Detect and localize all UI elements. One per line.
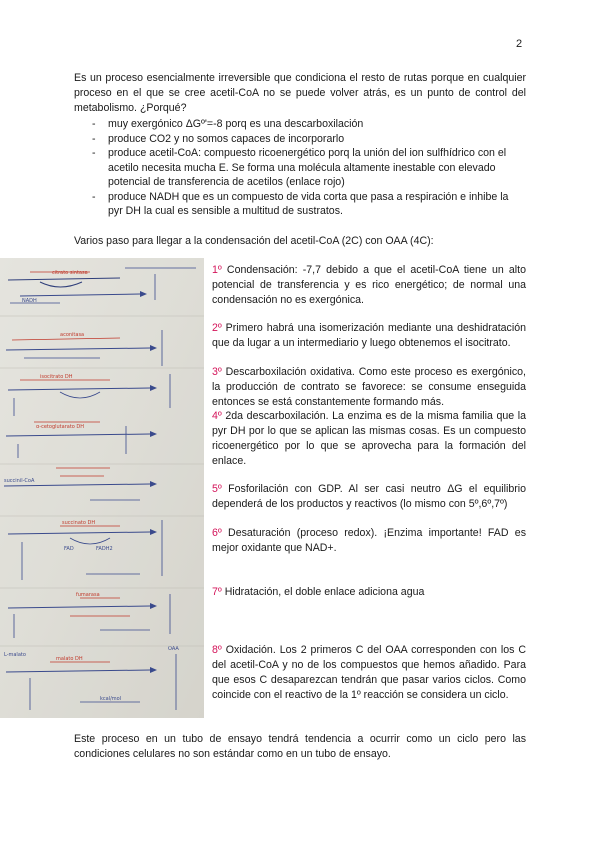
figure-label: L-malato — [4, 652, 26, 658]
figure-label: citrato sintasa — [52, 270, 88, 276]
intro-paragraph: Es un proceso esencialmente irreversible que condiciona el resto de rutas porque en cualquier proceso en el que se cree acetil-CoA no se puede volver atrás, es un punto de control del metabolismo. ¿Porqué? — [74, 72, 526, 114]
list-item: - produce CO2 y no somos capaces de incorporarlo — [92, 132, 526, 147]
figure-label: kcal/mol — [100, 696, 122, 702]
figure-label: aconitasa — [60, 332, 85, 338]
step-4 — [212, 409, 526, 469]
steps-intro: Varios paso para llegar a la condensación del acetil-CoA (2C) con OAA (4C): — [74, 235, 434, 247]
reasons-list — [92, 117, 526, 219]
page-number: 2 — [516, 38, 523, 50]
step-2 — [212, 321, 526, 351]
step-text: 2da descarboxilación. La enzima es de la misma familia que la pyr DH por lo que se aplican las mismas cosas. Es un compuesto ricoenergético por lo que se aprovecha para la formación del enlace. — [212, 410, 526, 467]
handwritten-notes-image — [0, 258, 204, 718]
figure-label: fumarasa — [76, 592, 100, 598]
step-number: 2º — [212, 322, 222, 334]
step-text: Hidratación, el doble enlace adiciona agua — [221, 586, 425, 598]
step-6 — [212, 526, 526, 556]
step-number: 6º — [212, 527, 222, 539]
step-number: 7º — [212, 586, 222, 598]
figure-label: FAD — [64, 546, 74, 552]
step-text: Descarboxilación oxidativa. Como este proceso es exergónico, la producción de contrato se favorece: se consume enseguida entonces se está constantemente formando más. — [212, 366, 526, 408]
step-text: Desaturación (proceso redox). ¡Enzima importante! FAD es mejor oxidante que NAD+. — [212, 527, 526, 554]
step-1 — [212, 263, 526, 308]
step-3 — [212, 365, 526, 410]
step-number: 1º — [212, 264, 222, 276]
step-text: Condensación: -7,7 debido a que el acetil-CoA tiene un alto potencial de transferencia y es rico energético; de normal una condensación no es exergónica. — [212, 264, 526, 306]
step-8 — [212, 643, 526, 703]
figure-label: succinil-CoA — [4, 478, 35, 484]
step-5 — [212, 482, 526, 512]
figure-label: OAA — [168, 646, 179, 652]
step-text: Fosforilación con GDP. Al ser casi neutro ΔG el equilibrio dependerá de los productos y reactivos (lo mismo con 5º,6º,7º) — [212, 483, 526, 510]
closing-paragraph: Este proceso en un tubo de ensayo tendrá tendencia a ocurrir como un ciclo pero las condiciones celulares no son estándar como en un tubo de ensayo. — [74, 733, 526, 760]
list-item: - muy exergónico ΔGº'=-8 porq es una descarboxilación — [92, 117, 526, 132]
figure-label: malato DH — [56, 656, 83, 662]
step-text: Oxidación. Los 2 primeros C del OAA corresponden con los C del acetil-CoA y no de los compuestos que hemos añadido. Para que esos C desaparezcan tendrán que pasar varios ciclos. Como coincide con el reactivo de la 1º reacción se considera un ciclo. — [212, 644, 526, 701]
step-number: 3º — [212, 366, 222, 378]
step-number: 8º — [212, 644, 222, 656]
step-number: 4º — [212, 410, 222, 422]
figure-label: isocitrato DH — [40, 374, 73, 380]
step-text: Primero habrá una isomerización mediante una deshidratación que da lugar a un intermediario y luego obtenemos el isocitrato. — [212, 322, 526, 349]
step-number: 5º — [212, 483, 222, 495]
step-7 — [212, 585, 526, 600]
figure-label: α-cetoglutarato DH — [36, 424, 85, 430]
figure-label: NADH — [22, 298, 37, 304]
list-item: - produce NADH que es un compuesto de vida corta que pasa a respiración e inhibe la pyr DH la cual es sensible a multitud de sustratos. — [92, 190, 526, 219]
figure-label: FADH2 — [96, 546, 113, 552]
figure-label: succinato DH — [62, 520, 96, 526]
list-item: - produce acetil-CoA: compuesto ricoenergético porq la unión del ion sulfhídrico con el acetilo necesita mucha E. Se forma una molécula altamente inestable con elevado potencial de transferencia de acetilos (enlace rojo) — [92, 146, 526, 190]
